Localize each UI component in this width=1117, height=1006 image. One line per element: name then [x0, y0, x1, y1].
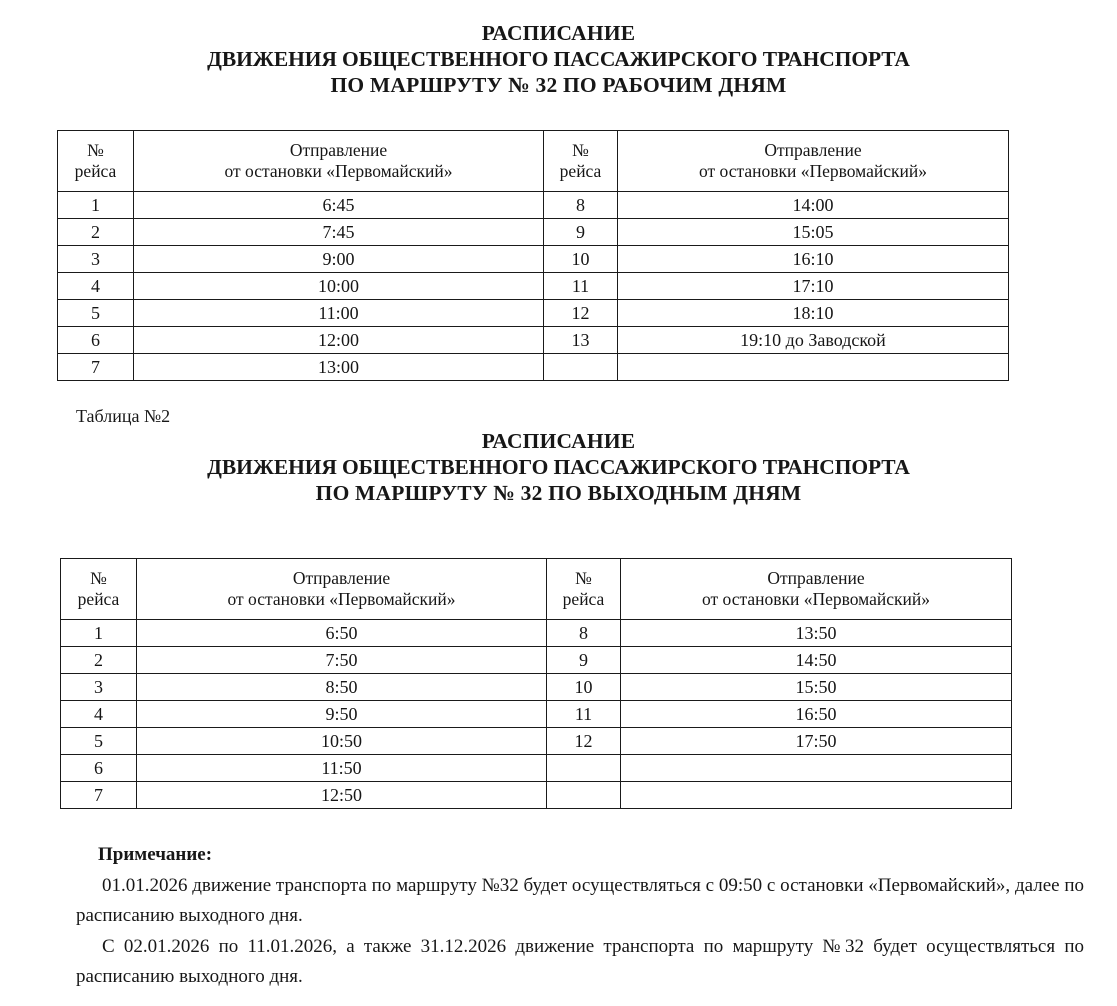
trip-number-left: 5: [61, 728, 137, 755]
departure-time-right: 19:10 до Заводской: [618, 327, 1009, 354]
weekday-schedule-title: [0, 20, 1117, 98]
header-trip-number-right: [544, 131, 618, 192]
table-row: [61, 755, 1012, 782]
trip-number-left: 3: [61, 674, 137, 701]
weekend-title-line-2: ДВИЖЕНИЯ ОБЩЕСТВЕННОГО ПАССАЖИРСКОГО ТРАНСПОРТА: [207, 455, 910, 479]
table-2-caption: Таблица №2: [76, 406, 171, 426]
trip-number-left: 1: [61, 620, 137, 647]
weekend-title-line-1: РАСПИСАНИЕ: [481, 429, 636, 453]
header-departure-left: [134, 131, 544, 192]
weekend-table-body: [61, 620, 1012, 809]
header-trip-number-left-line1: №: [90, 568, 107, 588]
notes-paragraph-2: С 02.01.2026 по 11.01.2026, а также 31.12.2026 движение транспорта по маршруту №32 будет осуществляться по расписанию выходного дня.: [76, 935, 1084, 987]
trip-number-left: 3: [58, 246, 134, 273]
table-row: [58, 219, 1009, 246]
weekday-table-body: [58, 192, 1009, 381]
table-header-row: [61, 559, 1012, 620]
trip-number-right: 11: [547, 701, 621, 728]
header-departure-left-line1: Отправление: [292, 568, 391, 588]
header-departure-right: [621, 559, 1012, 620]
departure-time-right: 17:50: [621, 728, 1012, 755]
departure-time-right: 15:05: [618, 219, 1009, 246]
table-row: [61, 647, 1012, 674]
departure-time-left: 10:50: [137, 728, 547, 755]
header-trip-number-right-line2: рейса: [562, 589, 605, 609]
trip-number-right: 8: [544, 192, 618, 219]
trip-number-right: 8: [547, 620, 621, 647]
departure-time-left: 9:00: [134, 246, 544, 273]
weekday-schedule-table: [57, 130, 1009, 381]
notes-section: [76, 840, 1084, 993]
table-row: [61, 728, 1012, 755]
header-trip-number-left-line2: рейса: [77, 589, 120, 609]
header-trip-number-left: [61, 559, 137, 620]
weekend-schedule-title: [0, 428, 1117, 506]
trip-number-right: 9: [544, 219, 618, 246]
departure-time-left: 11:50: [137, 755, 547, 782]
table-row: [58, 354, 1009, 381]
weekday-title-line-2: ДВИЖЕНИЯ ОБЩЕСТВЕННОГО ПАССАЖИРСКОГО ТРАНСПОРТА: [207, 47, 910, 71]
table-row: [61, 674, 1012, 701]
trip-number-right: 11: [544, 273, 618, 300]
notes-paragraph-1: 01.01.2026 движение транспорта по маршруту №32 будет осуществляться с 09:50 с остановки «Первомайский», далее по расписанию выходного дня.: [76, 874, 1084, 926]
trip-number-left: 7: [61, 782, 137, 809]
table-row: [61, 701, 1012, 728]
header-trip-number-right: [547, 559, 621, 620]
trip-number-right: 13: [544, 327, 618, 354]
departure-time-left: 7:50: [137, 647, 547, 674]
trip-number-left: 6: [61, 755, 137, 782]
trip-number-right: [547, 755, 621, 782]
table-row: [58, 327, 1009, 354]
header-trip-number-left-line2: рейса: [74, 161, 117, 181]
table-row: [61, 782, 1012, 809]
header-trip-number-right-line1: №: [572, 140, 589, 160]
departure-time-left: 7:45: [134, 219, 544, 246]
trip-number-left: 2: [58, 219, 134, 246]
notes-heading: Примечание:: [98, 844, 213, 865]
trip-number-left: 5: [58, 300, 134, 327]
table-row: [58, 246, 1009, 273]
departure-time-right: [621, 782, 1012, 809]
trip-number-right: 9: [547, 647, 621, 674]
departure-time-right: 16:50: [621, 701, 1012, 728]
header-departure-right-line1: Отправление: [764, 140, 862, 160]
departure-time-left: 10:00: [134, 273, 544, 300]
header-trip-number-left: [58, 131, 134, 192]
header-trip-number-left-line1: №: [87, 140, 104, 160]
header-departure-left-line1: Отправление: [289, 140, 388, 160]
trip-number-right: [547, 782, 621, 809]
departure-time-right: 14:50: [621, 647, 1012, 674]
trip-number-left: 7: [58, 354, 134, 381]
departure-time-right: 16:10: [618, 246, 1009, 273]
departure-time-right: 15:50: [621, 674, 1012, 701]
trip-number-right: [544, 354, 618, 381]
trip-number-right: 12: [547, 728, 621, 755]
departure-time-left: 6:50: [137, 620, 547, 647]
table-row: [58, 273, 1009, 300]
header-trip-number-right-line2: рейса: [559, 161, 602, 181]
weekend-title-line-3: ПО МАРШРУТУ № 32 ПО ВЫХОДНЫМ ДНЯМ: [315, 481, 802, 505]
trip-number-right: 10: [547, 674, 621, 701]
trip-number-left: 1: [58, 192, 134, 219]
header-departure-right-line2: от остановки «Первомайский»: [701, 589, 931, 609]
weekday-title-line-1: РАСПИСАНИЕ: [481, 21, 636, 45]
table-header-row: [58, 131, 1009, 192]
departure-time-right: [621, 755, 1012, 782]
weekend-schedule-table: [60, 558, 1012, 809]
header-trip-number-right-line1: №: [575, 568, 592, 588]
departure-time-left: 12:50: [137, 782, 547, 809]
departure-time-right: 17:10: [618, 273, 1009, 300]
departure-time-right: 13:50: [621, 620, 1012, 647]
header-departure-left-line2: от остановки «Первомайский»: [224, 161, 453, 181]
table-row: [61, 620, 1012, 647]
header-departure-right: [618, 131, 1009, 192]
departure-time-right: 14:00: [618, 192, 1009, 219]
header-departure-left: [137, 559, 547, 620]
trip-number-left: 4: [58, 273, 134, 300]
trip-number-left: 2: [61, 647, 137, 674]
departure-time-left: 13:00: [134, 354, 544, 381]
trip-number-left: 4: [61, 701, 137, 728]
weekday-title-line-3: ПО МАРШРУТУ № 32 ПО РАБОЧИМ ДНЯМ: [330, 73, 787, 97]
trip-number-left: 6: [58, 327, 134, 354]
departure-time-left: 12:00: [134, 327, 544, 354]
departure-time-left: 11:00: [134, 300, 544, 327]
departure-time-right: 18:10: [618, 300, 1009, 327]
departure-time-left: 6:45: [134, 192, 544, 219]
departure-time-left: 9:50: [137, 701, 547, 728]
table-row: [58, 192, 1009, 219]
trip-number-right: 10: [544, 246, 618, 273]
header-departure-right-line2: от остановки «Первомайский»: [698, 161, 928, 181]
trip-number-right: 12: [544, 300, 618, 327]
header-departure-right-line1: Отправление: [767, 568, 865, 588]
departure-time-right: [618, 354, 1009, 381]
table-row: [58, 300, 1009, 327]
header-departure-left-line2: от остановки «Первомайский»: [227, 589, 456, 609]
departure-time-left: 8:50: [137, 674, 547, 701]
